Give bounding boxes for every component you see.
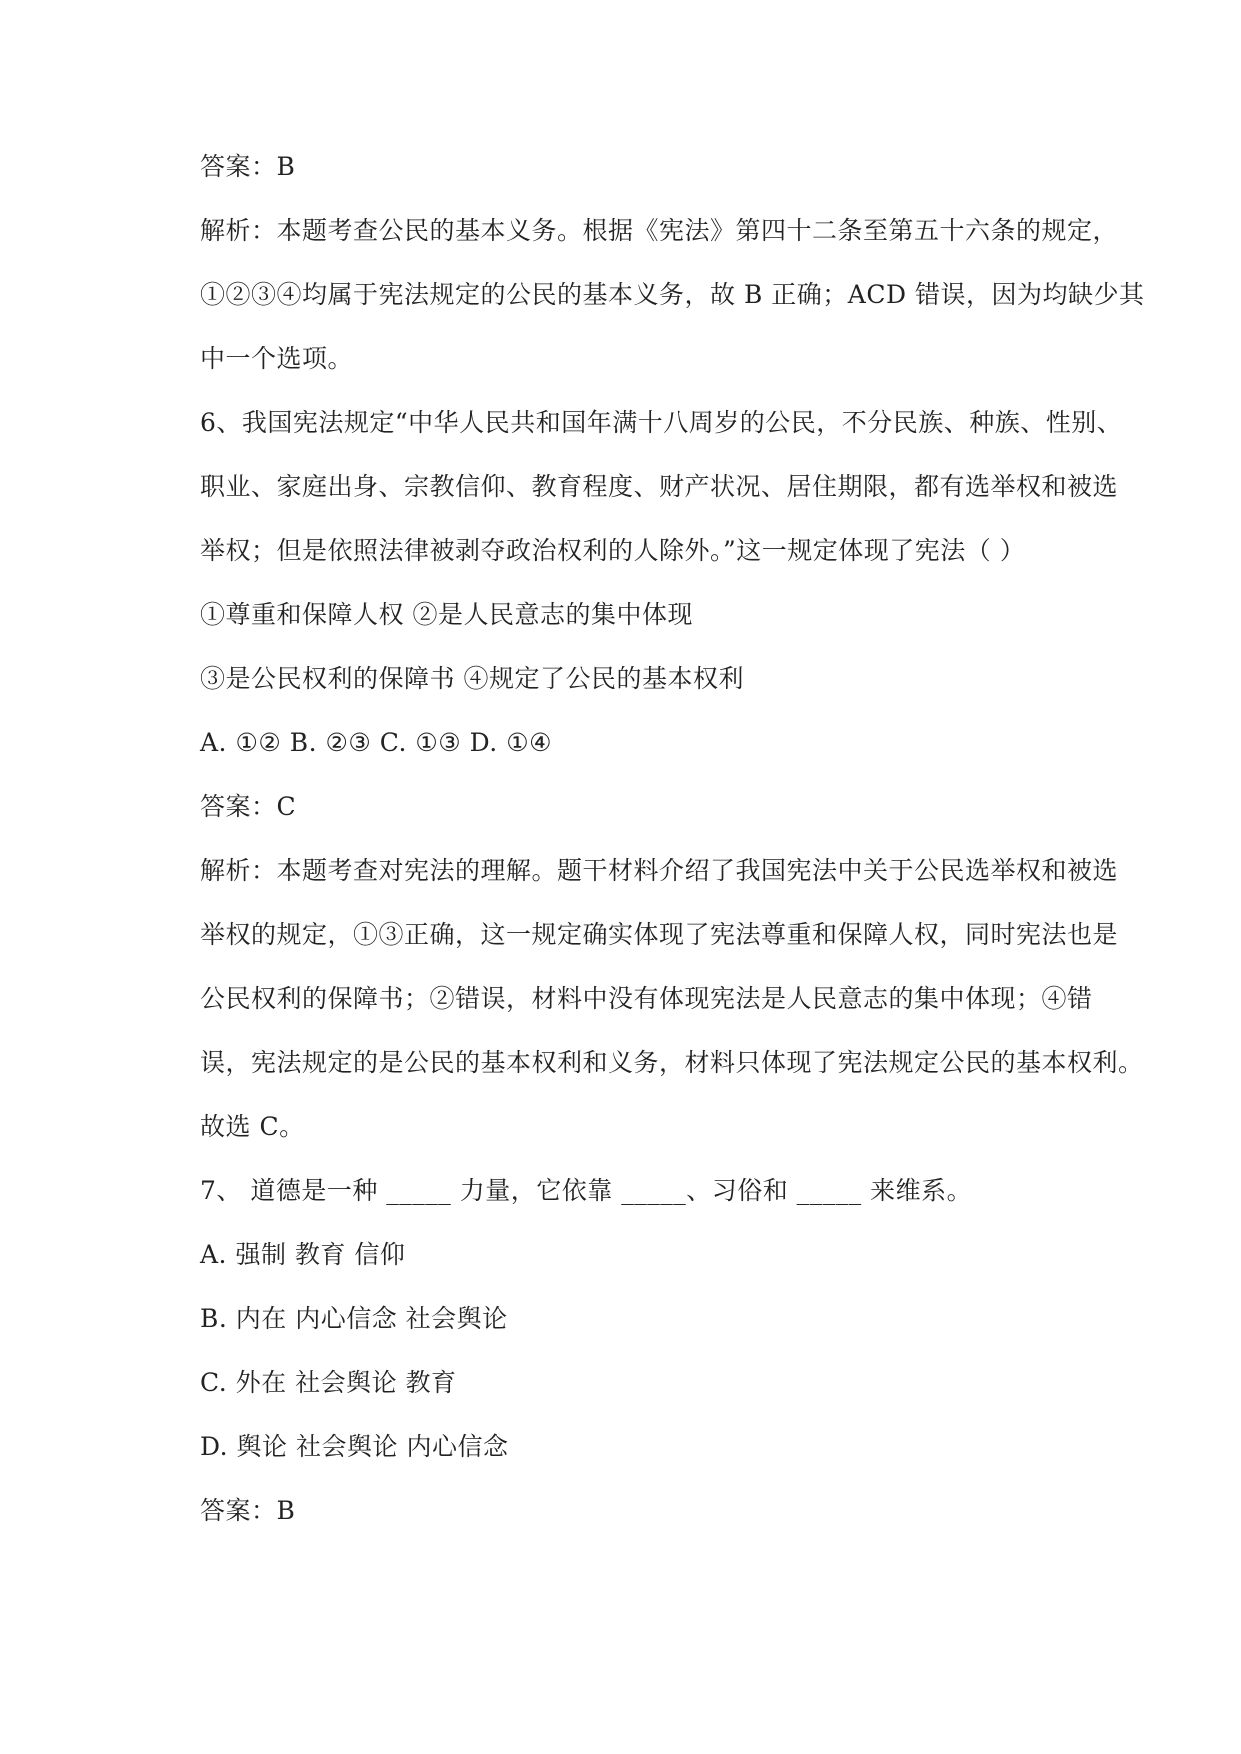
- question-6-line-3: 举权；但是依照法律被剥夺政治权利的人除外。”这一规定体现了宪法（ ）: [200, 536, 1026, 565]
- analysis-q6-line-2: 举权的规定，①③正确，这一规定确实体现了宪法尊重和保障人权，同时宪法也是: [200, 920, 1119, 949]
- question-6-options: A. ①② B. ②③ C. ①③ D. ①④: [200, 728, 553, 757]
- question-7-option-c: C. 外在 社会舆论 教育: [200, 1368, 457, 1397]
- answer-q5: 答案：B: [200, 152, 296, 181]
- question-7-stem: 7、 道德是一种 _____ 力量，它依靠 _____、习俗和 _____ 来维系。: [200, 1176, 973, 1205]
- analysis-q6-line-1: 解析：本题考查对宪法的理解。题干材料介绍了我国宪法中关于公民选举权和被选: [200, 856, 1119, 885]
- analysis-q6-line-4: 误，宪法规定的是公民的基本权利和义务，材料只体现了宪法规定公民的基本权利。: [200, 1048, 1144, 1077]
- analysis-q6-line-3: 公民权利的保障书；②错误，材料中没有体现宪法是人民意志的集中体现；④错: [200, 984, 1093, 1013]
- analysis-q5-line-2: ①②③④均属于宪法规定的公民的基本义务，故 B 正确；ACD 错误，因为均缺少其: [200, 280, 1145, 309]
- question-7-option-a: A. 强制 教育 信仰: [200, 1240, 406, 1269]
- question-6-line-2: 职业、家庭出身、宗教信仰、教育程度、财产状况、居住期限，都有选举权和被选: [200, 472, 1119, 501]
- analysis-q5-line-1: 解析：本题考查公民的基本义务。根据《宪法》第四十二条至第五十六条的规定，: [200, 216, 1119, 245]
- question-7-option-b: B. 内在 内心信念 社会舆论: [200, 1304, 508, 1333]
- question-6-statements-2: ③是公民权利的保障书 ④规定了公民的基本权利: [200, 664, 744, 693]
- question-6-statements-1: ①尊重和保障人权 ②是人民意志的集中体现: [200, 600, 693, 629]
- analysis-q6-line-5: 故选 C。: [200, 1112, 305, 1141]
- analysis-q5-line-3: 中一个选项。: [200, 344, 354, 373]
- question-6-line-1: 6、我国宪法规定“中华人民共和国年满十八周岁的公民，不分民族、种族、性别、: [200, 408, 1123, 437]
- question-7-option-d: D. 舆论 社会舆论 内心信念: [200, 1432, 509, 1461]
- answer-q7: 答案：B: [200, 1496, 296, 1525]
- answer-q6: 答案：C: [200, 792, 297, 821]
